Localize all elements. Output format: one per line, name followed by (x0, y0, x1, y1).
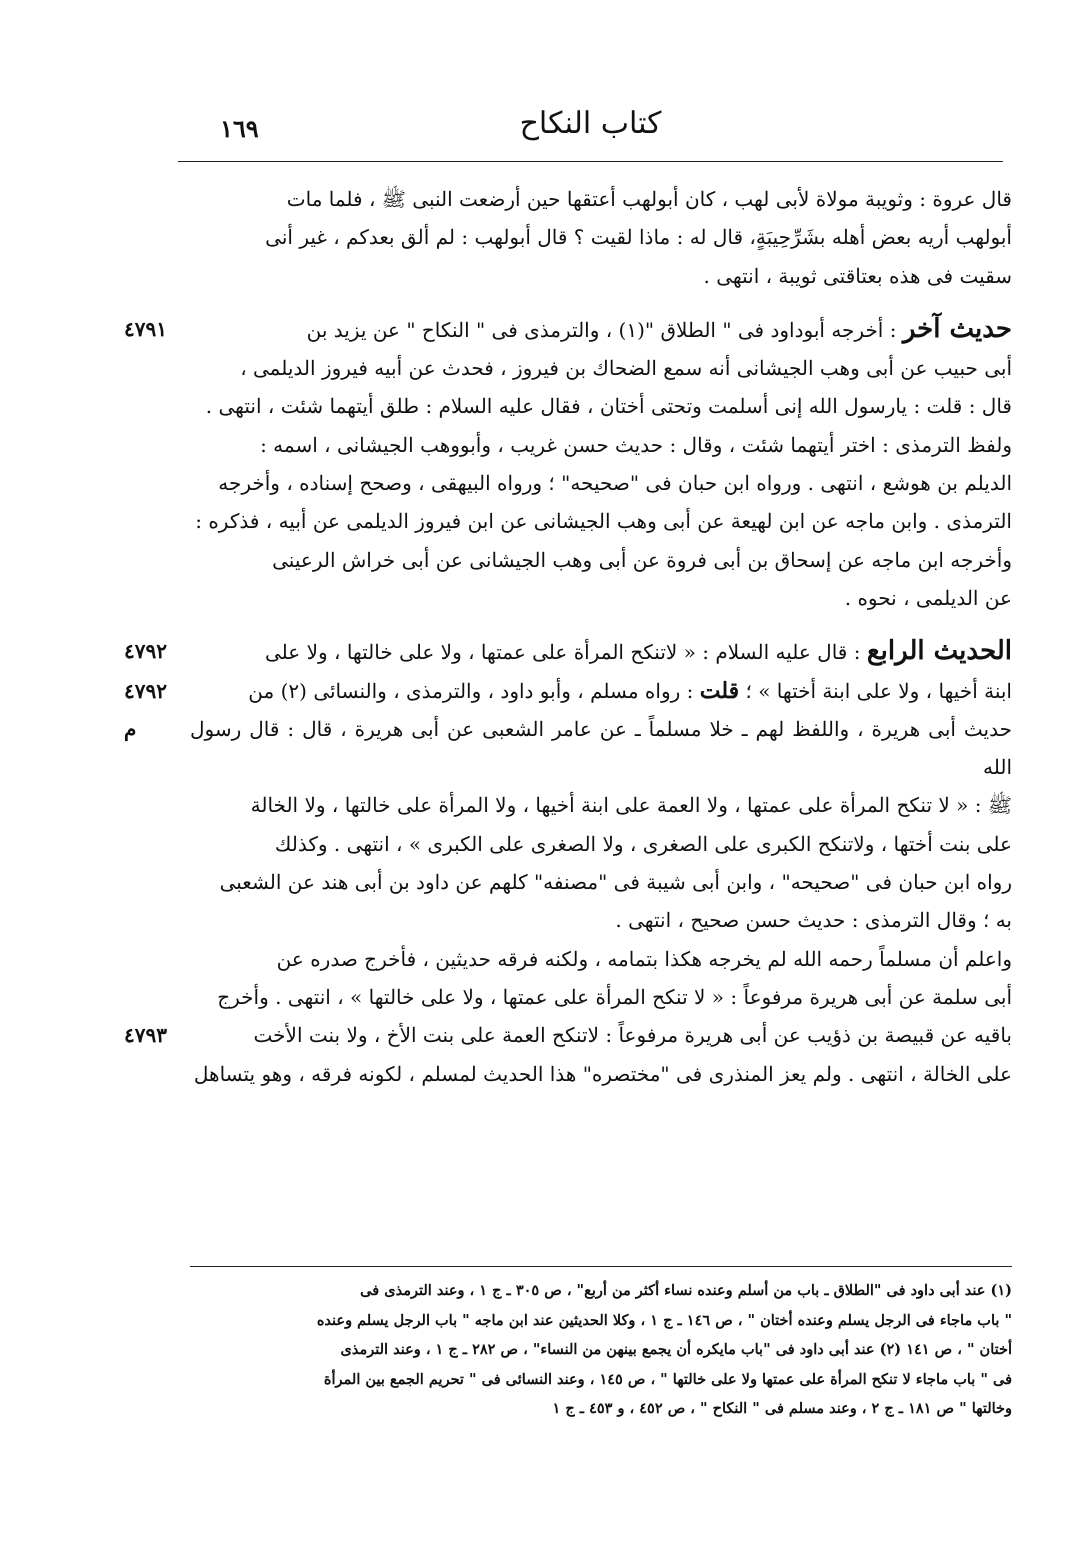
text-line (124, 310, 1012, 349)
text-run: باقيه عن قبيصة بن ذؤيب عن أبى هريرة مرفوعاً : لاتنكح العمة على بنت الأخ ، ولا بنت الأخت (253, 1023, 1012, 1048)
footnote-rule (190, 1266, 1012, 1267)
text-line: أبى حبيب عن أبى وهب الجيشانى أنه سمع الضحاك بن فيروز ، فحدث عن أبيه فيروز الديلمى ، (240, 356, 1012, 381)
text-run: : أخرجه أبوداود فى " الطلاق "(١) ، والترمذى فى " النكاح " عن يزيد بن (306, 317, 903, 342)
section-lead: حديث آخر (902, 313, 1012, 344)
text-line: قال عروة : وثويبة مولاة لأبى لهب ، كان أبولهب أعتقها حين أرضعت النبى ﷺ ، فلما مات (286, 187, 1012, 211)
footnote-line: وخالتها " ص ١٨١ ـ ج ٢ ، وعند مسلم فى " النكاح " ، ص ٤٥٢ ، و ٤٥٣ ـ ج ١ (552, 1400, 1012, 1417)
text-line (124, 1016, 1012, 1054)
hadith-number: ٤٧٩٢ (124, 639, 167, 664)
text-run: : رواه مسلم ، وأبو داود ، والترمذى ، والنسائى (٢) من (248, 678, 700, 703)
text-line: ﷺ : « لا تنكح المرأة على عمتها ، ولا العمة على ابنة أخيها ، ولا المرأة على خالتها ، ولا الخالة (250, 793, 1012, 818)
text-line: وأخرجه ابن ماجه عن إسحاق بن أبى فروة عن أبى وهب الجيشانى عن أبى خراش الرعينى (272, 547, 1012, 572)
text-line (124, 632, 1012, 671)
text-line: على الخالة ، انتهى . ولم يعز المنذرى فى "مختصره" هذا الحديث لمسلم ، لكونه فرقه ، وهو يتساهل (193, 1061, 1012, 1086)
hadith-number: ٤٧٩٢ م (124, 678, 167, 741)
footnote-line: (١) عند أبى داود فى "الطلاق ـ باب من أسلم وعنده نساء أكثر من أربع" ، ص ٣٠٥ ـ ج ١ ، وعند الترمذى فى (360, 1282, 1012, 1299)
text-line: واعلم أن مسلماً رحمه الله لم يخرجه هكذا بتمامه ، ولكنه فرقه حديثين ، فأخرج صدره عن (276, 946, 1012, 971)
main-text (124, 180, 1012, 1093)
text-run: : قال عليه السلام : « لاتنكح المرأة على عمتها ، ولا على خالتها ، ولا على (265, 640, 867, 665)
text-line: حديث أبى هريرة ، واللفظ لهم ـ خلا مسلماً ـ عن عامر الشعبى عن أبى هريرة ، قال : قال رسول الله (190, 716, 1012, 780)
text-line: قال : قلت : يارسول الله إنى أسلمت وتحتى أختان ، فقال عليه السلام : طلق أيتهما شئت ، انتهى . (205, 394, 1012, 419)
text-line: رواه ابن حبان فى "صحيحه" ، وابن أبى شيبة فى "مصنفه" كلهم عن داود بن أبى هند عن الشعبى (219, 870, 1012, 895)
footnote-line: " باب ماجاء فى الرجل يسلم وعنده أختان " ، ص ١٤٦ ـ ج ١ ، وكلا الحديثين عند ابن ماجه " باب الرجل يسلم وعنده (316, 1311, 1012, 1329)
text-line (124, 672, 1012, 741)
page-number: ١٦٩ (220, 114, 259, 143)
text-line: أبولهب أريه بعض أهله بشَرِّحِيبَةٍ، قال له : ماذا لقيت ؟ قال أبولهب : لم ألق بعدكم ، غير أنى (265, 225, 1012, 250)
running-header (178, 98, 1003, 154)
text-line: به ؛ وقال الترمذى : حديث حسن صحيح ، انتهى . (615, 908, 1012, 933)
footnote-line: أختان " ، ص ١٤١ (٢) عند أبى داود فى "باب مايكره أن يجمع بينهن من النساء" ، ص ٢٨٢ ـ ج ١ ، وعند الترمذى (340, 1341, 1012, 1358)
text-line: على بنت أختها ، ولاتنكح الكبرى على الصغرى ، ولا الصغرى على الكبرى » ، انتهى . وكذلك (274, 831, 1012, 856)
text-line: أبى سلمة عن أبى هريرة مرفوعاً : « لا تنكح المرأة على عمتها ، ولا على خالتها » ، انتهى . وأخرج (217, 984, 1012, 1009)
section-lead: الحديث الرابع (866, 636, 1012, 667)
text-line: عن الديلمى ، نحوه . (844, 585, 1012, 610)
header-rule (178, 161, 1003, 162)
text-run: ابنة أخيها ، ولا على ابنة أختها » ؛ (739, 678, 1012, 703)
text-line: الترمذى . وابن ماجه عن ابن لهيعة عن أبى وهب الجيشانى عن ابن فيروز الديلمى عن أبيه ، فذكره : (195, 509, 1012, 534)
hadith-number: ٤٧٩٣ (124, 1023, 167, 1048)
text-line: الديلم بن هوشع ، انتهى . ورواه ابن حبان فى "صحيحه" ؛ ورواه البيهقى ، وصحح إسناده ، وأخرجه (218, 471, 1012, 496)
footnote-line: فى " باب ماجاء لا تنكح المرأة على عمتها ولا على خالتها " ، ص ١٤٥ ، وعند النسائى فى " تحريم الجمع بين المرأة (323, 1370, 1012, 1388)
text-line: سقيت فى هذه بعتاقتى ثويبة ، انتهى . (703, 263, 1012, 288)
footnotes (190, 1276, 1012, 1424)
running-title: كتاب النكاح (519, 106, 662, 141)
text-line: ولفظ الترمذى : اختر أيتهما شئت ، وقال : حديث حسن غريب ، وأبووهب الجيشانى ، اسمه : (260, 432, 1012, 457)
hadith-number: ٤٧٩١ (124, 316, 167, 341)
qultu-keyword: قلت (699, 677, 740, 704)
